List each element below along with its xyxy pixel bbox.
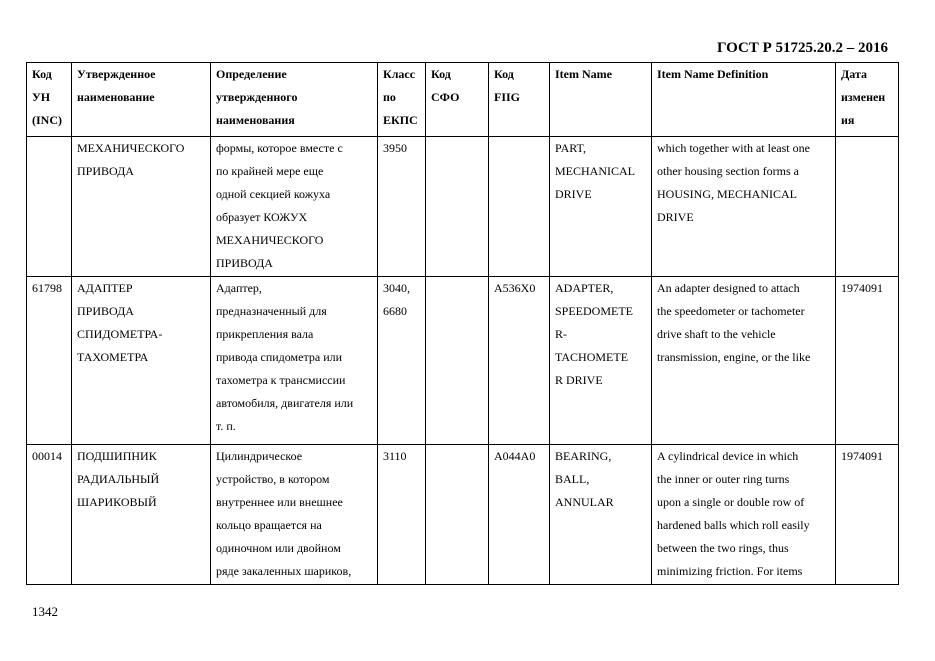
cell-class: 3110 bbox=[378, 444, 426, 584]
cell-name: ПОДШИПНИК РАДИАЛЬНЫЙ ШАРИКОВЫЙ bbox=[72, 444, 211, 584]
column-header-date: Дата изменен ия bbox=[836, 63, 899, 137]
cell-date: 1974091 bbox=[836, 277, 899, 444]
cell-definition: Цилиндрическое устройство, в котором внутреннее или внешнее кольцо вращается на одиночном или двойном ряде закаленных шариков, bbox=[211, 444, 378, 584]
cell-item-name: BEARING, BALL, ANNULAR bbox=[550, 444, 652, 584]
cell-item-name: ADAPTER, SPEEDOMETE R- TACHOMETE R DRIVE bbox=[550, 277, 652, 444]
column-header-name: Утвержденное наименование bbox=[72, 63, 211, 137]
table-row bbox=[27, 277, 899, 444]
cell-inc bbox=[27, 137, 72, 277]
catalog-table bbox=[26, 62, 899, 585]
cell-date: 1974091 bbox=[836, 444, 899, 584]
column-header-definition: Определение утвержденного наименования bbox=[211, 63, 378, 137]
column-header-item-definition: Item Name Definition bbox=[652, 63, 836, 137]
document-header: ГОСТ Р 51725.20.2 – 2016 bbox=[716, 40, 888, 56]
cell-sfo bbox=[426, 444, 489, 584]
column-header-fiig: Код FIIG bbox=[489, 63, 550, 137]
table-row bbox=[27, 444, 899, 584]
cell-sfo bbox=[426, 137, 489, 277]
column-header-sfo: Код СФО bbox=[426, 63, 489, 137]
cell-item-definition: An adapter designed to attach the speedometer or tachometer drive shaft to the vehicle transmission, engine, or the like bbox=[652, 277, 836, 444]
cell-fiig: A044A0 bbox=[489, 444, 550, 584]
column-header-inc: Код УН (INC) bbox=[27, 63, 72, 137]
column-header-item-name: Item Name bbox=[550, 63, 652, 137]
table-row bbox=[27, 137, 899, 277]
cell-fiig bbox=[489, 137, 550, 277]
cell-name: МЕХАНИЧЕСКОГО ПРИВОДА bbox=[72, 137, 211, 277]
cell-inc: 61798 bbox=[27, 277, 72, 444]
cell-fiig: A536X0 bbox=[489, 277, 550, 444]
cell-definition: формы, которое вместе с по крайней мере еще одной секцией кожуха образует КОЖУХ МЕХАНИЧЕСКОГО ПРИВОДА bbox=[211, 137, 378, 277]
cell-sfo bbox=[426, 277, 489, 444]
cell-date bbox=[836, 137, 899, 277]
cell-name: АДАПТЕР ПРИВОДА СПИДОМЕТРА- ТАХОМЕТРА bbox=[72, 277, 211, 444]
column-header-class: Класс по ЕКПС bbox=[378, 63, 426, 137]
cell-class: 3040, 6680 bbox=[378, 277, 426, 444]
cell-item-definition: A cylindrical device in which the inner or outer ring turns upon a single or double row of hardened balls which roll easily between the two rings, thus minimizing friction. For items bbox=[652, 444, 836, 584]
cell-definition: Адаптер, предназначенный для прикрепления вала привода спидометра или тахометра к трансмиссии автомобиля, двигателя или т. п. bbox=[211, 277, 378, 444]
page-number: 1342 bbox=[32, 604, 58, 619]
cell-class: 3950 bbox=[378, 137, 426, 277]
cell-item-name: PART, MECHANICAL DRIVE bbox=[550, 137, 652, 277]
cell-item-definition: which together with at least one other housing section forms a HOUSING, MECHANICAL DRIVE bbox=[652, 137, 836, 277]
table-header-row bbox=[27, 63, 899, 137]
cell-inc: 00014 bbox=[27, 444, 72, 584]
